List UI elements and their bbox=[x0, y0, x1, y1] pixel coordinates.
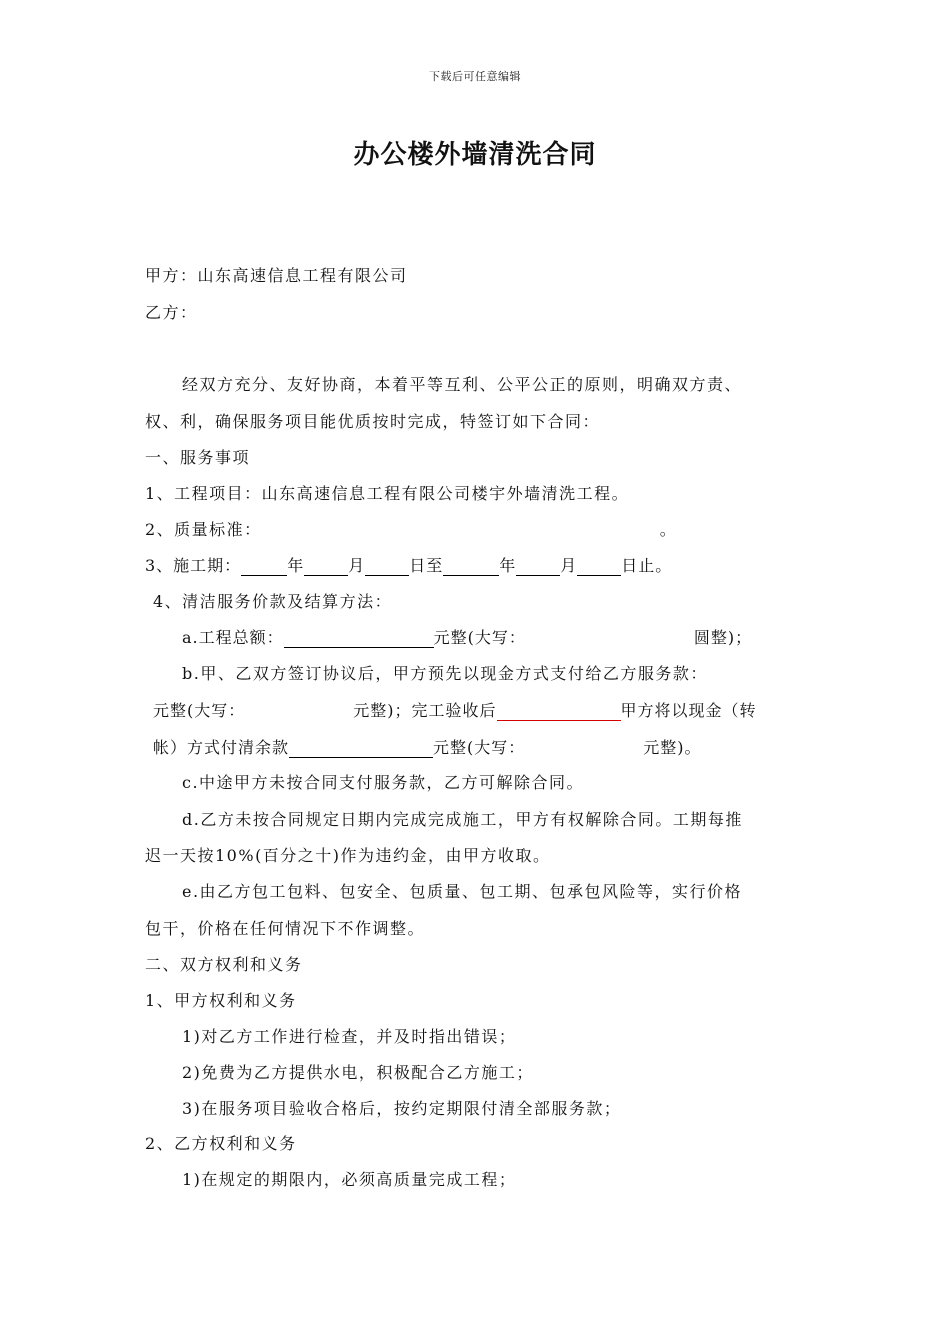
item-payment: 4、清洁服务价款及结算方法： bbox=[153, 592, 393, 611]
month-label-2: 月 bbox=[560, 556, 578, 575]
intro-line-2: 权、利，确保服务项目能优质按时完成，特签订如下合同： bbox=[145, 412, 601, 431]
total-label: a.工程总额： bbox=[182, 628, 284, 647]
party-b-right-1: 1)在规定的期限内，必须高质量完成工程； bbox=[182, 1170, 517, 1189]
party-a: 甲方：山东高速信息工程有限公司 bbox=[145, 266, 408, 285]
year-label-2: 年 bbox=[499, 556, 517, 575]
total-amount-blank[interactable] bbox=[284, 629, 434, 648]
party-a-right-1: 1)对乙方工作进行检查，并及时指出错误； bbox=[182, 1027, 517, 1046]
party-a-rights-heading: 1、甲方权利和义务 bbox=[145, 991, 297, 1010]
balance-unit: 元整(大写： bbox=[433, 738, 526, 757]
intro-line-1: 经双方充分、友好协商，本着平等互利、公平公正的原则，明确双方责、 bbox=[182, 375, 743, 394]
clause-e-line-2: 包干，价格在任何情况下不作调整。 bbox=[145, 919, 426, 938]
start-month-blank[interactable] bbox=[304, 557, 348, 576]
item-schedule bbox=[145, 556, 672, 576]
acceptance-blank[interactable] bbox=[497, 702, 621, 721]
total-end: 圆整)； bbox=[693, 628, 753, 647]
clause-c: c.中途甲方未按合同支付服务款，乙方可解除合同。 bbox=[182, 773, 585, 792]
day-to-label: 日至 bbox=[409, 556, 444, 575]
prepay-end: 元整)；完工验收后 bbox=[353, 701, 497, 720]
header-note: 下载后可任意编辑 bbox=[429, 70, 521, 83]
prepay-unit: 元整(大写： bbox=[153, 701, 246, 720]
total-unit: 元整(大写： bbox=[433, 628, 526, 647]
clause-d-line-2: 迟一天按10%(百分之十)作为违约金，由甲方收取。 bbox=[145, 846, 551, 865]
clause-b-line-3 bbox=[153, 738, 702, 758]
party-a-right-2: 2)免费为乙方提供水电，积极配合乙方施工； bbox=[182, 1063, 534, 1082]
clause-a bbox=[182, 628, 752, 648]
balance-label: 帐）方式付清余款 bbox=[153, 738, 290, 757]
clause-d-line-1: d.乙方未按合同规定日期内完成完成施工，甲方有权解除合同。工期每推 bbox=[182, 810, 743, 829]
quality-end: 。 bbox=[659, 520, 678, 539]
start-day-blank[interactable] bbox=[365, 557, 409, 576]
quality-label: 2、质量标准： bbox=[145, 520, 262, 539]
start-year-blank[interactable] bbox=[241, 557, 287, 576]
section-2-heading: 二、双方权利和义务 bbox=[145, 955, 303, 974]
party-b-rights-heading: 2、乙方权利和义务 bbox=[145, 1134, 297, 1153]
month-label: 月 bbox=[348, 556, 366, 575]
year-label: 年 bbox=[287, 556, 305, 575]
clause-b-line-1: b.甲、乙双方签订协议后，甲方预先以现金方式支付给乙方服务款： bbox=[182, 664, 708, 683]
prepay-tail: 甲方将以现金（转 bbox=[620, 701, 757, 720]
end-year-blank[interactable] bbox=[443, 557, 499, 576]
balance-amount-blank[interactable] bbox=[289, 739, 433, 758]
clause-e-line-1: e.由乙方包工包料、包安全、包质量、包工期、包承包风险等，实行价格 bbox=[182, 882, 743, 901]
contract-title: 办公楼外墙清洗合同 bbox=[353, 140, 597, 170]
day-end-label: 日止。 bbox=[621, 556, 673, 575]
item-quality bbox=[145, 520, 677, 540]
schedule-label: 3、施工期： bbox=[145, 556, 242, 575]
end-day-blank[interactable] bbox=[577, 557, 621, 576]
section-1-heading: 一、服务事项 bbox=[145, 448, 251, 467]
party-b: 乙方： bbox=[145, 303, 198, 322]
balance-end: 元整)。 bbox=[643, 738, 702, 757]
end-month-blank[interactable] bbox=[516, 557, 560, 576]
item-project: 1、工程项目：山东高速信息工程有限公司楼宇外墙清洗工程。 bbox=[145, 484, 630, 503]
clause-b-line-2 bbox=[153, 701, 757, 721]
party-a-right-3: 3)在服务项目验收合格后，按约定期限付清全部服务款； bbox=[182, 1099, 622, 1118]
